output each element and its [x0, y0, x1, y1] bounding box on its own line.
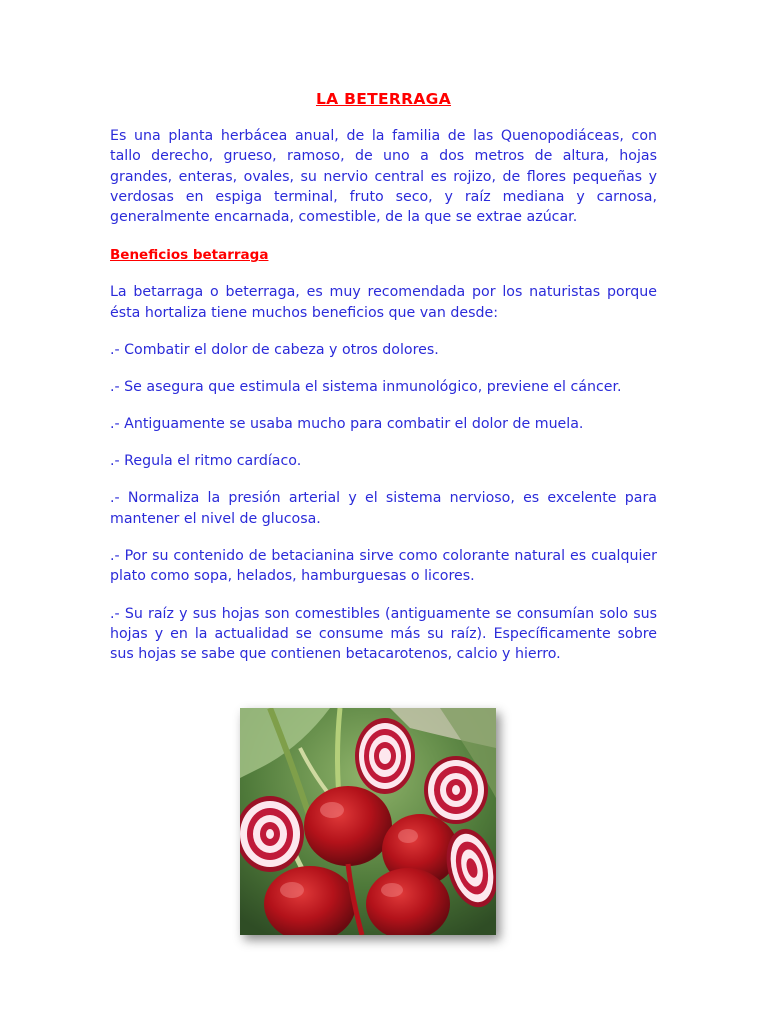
- beet-photo: [240, 708, 496, 935]
- description-paragraph: Es una planta herbácea anual, de la familia de las Quenopodiáceas, con tallo derecho, grueso, ramoso, de uno a dos metros de altura, hojas grandes, enteras, ovales, su nervio central es rojizo, de flores pequeñas y verdosas en espiga terminal, fruto seco, y raíz mediana y carnosa, generalmente encarnada, comestible, de la que se extrae azúcar.: [110, 128, 657, 226]
- beet-whole: [304, 786, 392, 866]
- benefit-item: .- Por su contenido de betacianina sirve como colorante natural es cualquier plato como sopa, helados, hamburguesas o licores.: [110, 548, 657, 585]
- benefit-item: .- Combatir el dolor de cabeza y otros dolores.: [110, 342, 439, 359]
- page-title: LA BETERRAGA: [315, 90, 452, 108]
- beet-illustration: [240, 708, 496, 935]
- benefit-item: .- Su raíz y sus hojas son comestibles (antiguamente se consumían solo sus hojas y en la actualidad se consume más su raíz). Específicamente sobre sus hojas se sabe que contienen betacarotenos, calcio y hierro.: [110, 605, 657, 663]
- intro-paragraph: La betarraga o beterraga, es muy recomendada por los naturistas porque ésta hortaliza tiene muchos beneficios que van desde:: [110, 284, 657, 321]
- section-title: Beneficios betarraga: [110, 247, 269, 264]
- beet-slice-top: [355, 718, 415, 794]
- beet-slice-right: [424, 756, 488, 824]
- benefit-item: .- Antiguamente se usaba mucho para combatir el dolor de muela.: [110, 416, 584, 433]
- document-page: [110, 88, 657, 682]
- benefit-item: .- Regula el ritmo cardíaco.: [110, 453, 302, 470]
- benefit-item: .- Se asegura que estimula el sistema inmunológico, previene el cáncer.: [110, 379, 622, 396]
- benefit-item: .- Normaliza la presión arterial y el sistema nervioso, es excelente para mantener el nivel de glucosa.: [110, 490, 657, 527]
